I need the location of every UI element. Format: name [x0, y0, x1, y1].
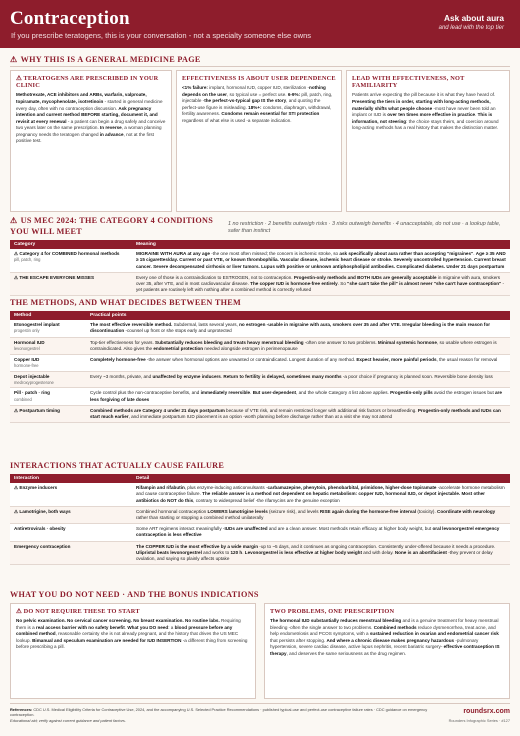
row-key — [10, 355, 86, 372]
mec-category-legend: 1 no restriction · 2 benefits outweigh risks · 3 risks outweigh benefits · 4 unacceptable, do not use · a lookup table, safer than instinct — [228, 221, 501, 235]
row-detail: Top-tier effectiveness for years. Substantially reduces bleeding and treats heavy menstrual bleeding -often one answer to two problems. Minimal systemic hormone, so usable where estrogen is contraindicated. Also gives the endometrial protection needed alongside estrogen in perimenopause — [86, 337, 510, 354]
card-title-text: DO NOT REQUIRE THESE TO START — [23, 608, 140, 615]
table-row — [10, 249, 510, 272]
column-header: Method — [10, 311, 86, 320]
row-detail: Completely hormone-free -the answer when hormonal options are unwanted or contraindicated. Longest duration of any method. Expect heavier, more painful periods, the usual reason for removal — [86, 355, 510, 372]
row-key-sub: medroxyprogesterone — [14, 379, 54, 385]
card-body: Patients arrive expecting the pill because it is what they have heard of. Presenting the tiers in order, starting with long-acting methods, materially shifts what people choose -most have never been told an implant or IUD is over ten times more effective in practice. This is information, not steering: the choice stays theirs, and coercion around long-acting methods has a real history that makes the distinction matter. — [352, 92, 499, 131]
series-label: Rounders Infographic Series · #127 — [448, 717, 510, 723]
row-detail: Every ~3 months, private, and unaffected by enzyme inducers. Return to fertility is delayed, sometimes many months -a poor choice if pregnancy is planned soon. Reversible bone density loss — [86, 371, 510, 388]
column-header: Interaction — [10, 474, 132, 483]
row-key-text: Antiretrovirals · obesity — [14, 526, 66, 532]
card-lead-effectiveness — [346, 70, 510, 212]
section-heading-interactions: INTERACTIONS THAT ACTUALLY CAUSE FAILURE — [10, 461, 225, 470]
row-detail: Some ART regimens interact meaningfully -IUDs are unaffected and are a clean answer. Most methods retain efficacy at higher body weight, but oral levonorgestrel emergency contraception is less effective — [132, 524, 510, 541]
references-label: References: — [10, 707, 33, 712]
table-row — [10, 524, 510, 541]
table-row — [10, 506, 510, 523]
row-key-text: Depot injectable — [14, 373, 50, 379]
row-key-text: Emergency contraception — [14, 543, 71, 549]
warning-icon: ⚠ — [14, 251, 20, 257]
table-row — [10, 272, 510, 296]
warning-icon: ⚠ — [10, 55, 18, 64]
row-detail: Combined methods are Category 4 under 21 days postpartum because of VTE risk, and remain restricted longer with additional risk factors or breastfeeding. Progestin-only methods and IUDs can start much earlier, and immediate postpartum IUD placement is an option -worth planning before discharge rather than at a visit she may not attend — [86, 405, 510, 422]
row-key-sub: pill, patch, ring — [14, 257, 41, 263]
column-header: Detail — [132, 474, 510, 483]
row-key-text: Postpartum timing — [19, 407, 60, 413]
row-key — [10, 541, 132, 565]
card-body: No pelvic examination. No cervical cancer screening. No breast examination. No routine labs. Requiring them is a real access barrier with no safety benefit. What you DO need: a blood pressure before any combined method, reasonable certainty she is not already pregnant, and the history that drives the US MEC lookup. Bimanual and speculum examination are needed for IUD INSERTION -a different thing from screening before prescribing a pill. — [16, 618, 248, 650]
row-key-text: Hormonal IUD — [14, 339, 45, 345]
divider — [10, 66, 510, 67]
row-key-sub: combined — [14, 396, 32, 402]
card-title — [16, 75, 166, 89]
row-detail: Cycle control plus the non-contraceptive benefits, and immediately reversible. But user-dependent, and the whole Category 4 list above applies. Progestin-only pills avoid the estrogen issues but are less forgiving of late doses — [86, 388, 510, 405]
row-key-text: Copper IUD — [14, 357, 40, 363]
row-key — [10, 388, 86, 405]
warning-icon: ⚠ — [14, 407, 20, 413]
mec-table — [10, 240, 510, 296]
warning-icon: ⚠ — [16, 75, 24, 82]
card-title-text: TERATOGENS ARE PRESCRIBED IN YOUR CLINIC — [16, 75, 159, 90]
row-key-text: THE ESCAPE EVERYONE MISSES — [19, 274, 95, 280]
row-key — [10, 272, 132, 296]
row-detail: The COPPER IUD is the most effective by a wide margin -up to ~5 days, and it continues as ongoing contraception. Consistently under-offered because it needs a procedure. Ulipristal beats levonorgestrel and works to 120 h. Levonorgestrel is less effective at higher body weight and with delay. None is an abortifacient -they prevent or delay ovulation, and saying so plainly affects uptake — [132, 541, 510, 565]
card-two-problems — [264, 603, 510, 699]
table-row — [10, 483, 510, 506]
section-heading-methods: THE METHODS, AND WHAT DECIDES BETWEEN THEM — [10, 298, 242, 307]
aura-callout — [439, 13, 504, 32]
aura-callout-subtitle: and lead with the top tier — [438, 24, 504, 31]
row-key-text: Category 4 for COMBINED hormonal methods — [19, 251, 120, 257]
warning-icon: ⚠ — [14, 508, 20, 514]
page-title: Contraception — [10, 8, 130, 29]
row-key-sub: progestin only — [14, 328, 40, 334]
table-row — [10, 337, 510, 354]
table-row — [10, 371, 510, 388]
card-body: The hormonal IUD substantially reduces menstrual bleeding and is a genuine treatment for heavy menstrual bleeding -often the single answer to two problems. Combined methods reduce dysmenorrhea, treat acne, and help endometriosis and PCOS symptoms, with a sustained reduction in ovarian and endometrial cancer risk that persists after stopping. And where a chronic disease makes pregnancy hazardous -pulmonary hypertension, severe cardiac disease, active lupus nephritis, recent bariatric surgery- effective contraception IS therapy, and deserves the same seriousness as the drug regimen. — [270, 618, 500, 656]
references — [10, 707, 430, 723]
section-heading-text: WHY THIS IS A GENERAL MEDICINE PAGE — [20, 55, 201, 64]
row-key — [10, 506, 132, 523]
row-key-text: Lamotrigine, both ways — [19, 508, 71, 514]
row-detail: Every one of those is a contraindication to ESTROGEN, not to contraception. Progestin-only methods and BOTH IUDs are generally acceptable in migraine with aura, smokers over 35, after VTE, and in most cardiovascular disease. The copper IUD is hormone-free entirely. So "she can't take the pill" is almost never "she can't have contraception" -yet patients are routinely left with nothing after a combined method is correctly refused — [132, 272, 510, 296]
column-header: Meaning — [132, 240, 510, 249]
warning-icon: ⚠ — [14, 274, 20, 280]
warning-icon: ⚠ — [16, 608, 24, 615]
card-do-not-require — [10, 603, 256, 699]
card-title — [16, 608, 250, 615]
row-key-text: Pill · patch · ring — [14, 390, 50, 396]
section-heading-text: US MEC 2024: THE CATEGORY 4 CONDITIONS YOU WILL MEET — [10, 216, 214, 236]
card-title: LEAD WITH EFFECTIVENESS, NOT FAMILIARITY — [352, 75, 465, 90]
row-detail: The most effective reversible method. Subdermal, lasts several years, no estrogen -usable in migraine with aura, smokers over 35 and after VTE. Irregular bleeding is the main reason for discontinuation -counsel up front or she stops early and unprotected — [86, 320, 510, 337]
brand-url[interactable]: roundsrx.com — [463, 708, 510, 715]
page-subtitle: If you prescribe teratogens, this is your conversation - not a specialty someone else owns — [11, 31, 312, 40]
table-row — [10, 541, 510, 565]
row-key — [10, 405, 86, 422]
card-title: EFFECTIVENESS IS ABOUT USER DEPENDENCE — [182, 75, 336, 82]
row-key — [10, 320, 86, 337]
table-row — [10, 405, 510, 422]
column-header: Category — [10, 240, 132, 249]
row-key-sub: levonorgestrel — [14, 345, 40, 351]
brand-block — [449, 708, 510, 723]
row-key-text: Enzyme inducers — [19, 485, 58, 491]
interactions-table — [10, 474, 510, 565]
section-heading-why — [10, 55, 201, 66]
card-body: Methotrexate, ACE inhibitors and ARBs, warfarin, valproate, topiramate, mycophenolate, isotretinoin - started in general medicine every day, often with no contraception discussion. Ask pregnancy intention and current method BEFORE starting, document it, and revisit at every renewal - a patient can begin a drug safely and conceive two years later on the same prescription. In reverse, a woman planning pregnancy needs the teratogen changed in advance, not at the first positive test. — [16, 92, 166, 144]
aura-callout-title: Ask about aura — [444, 13, 504, 23]
row-detail: MIGRAINE WITH AURA at any age -the one most often missed; the concern is ischemic stroke, so ask specifically about aura rather than accepting "migraines". Age ≥ 35 AND ≥ 15 cigarettes/day. Current or past VTE, or known thrombophilia. Vascular disease, ischemic heart disease or stroke. Severely uncontrolled hypertension. Current breast cancer. Severe decompensated cirrhosis or liver tumors. Lupus with positive or unknown antiphospholipid antibodies. Complicated diabetes. Under 21 days postpartum — [132, 249, 510, 272]
card-effectiveness — [176, 70, 342, 212]
table-row — [10, 388, 510, 405]
card-title: TWO PROBLEMS, ONE PRESCRIPTION — [270, 608, 395, 615]
disclaimer: Educational aid; verify against current guidance and patient factors. — [10, 717, 126, 723]
row-detail: Rifampin and rifabutin, plus enzyme-inducing anticonvulsants -carbamazepine, phenytoin, phenobarbital, primidone, higher-dose topiramate -accelerate hormone metabolism and cause contraceptive failure. The reliable answer is a method not dependent on hepatic metabolism: copper IUD, hormonal IUD, or depot injectable. Most other antibiotics do NOT do this, contrary to widespread belief -the rifamycins are the genuine exception — [132, 483, 510, 506]
row-key — [10, 483, 132, 506]
row-key — [10, 337, 86, 354]
references-text: CDC U.S. Medical Eligibility Criteria for Contraceptive Use, 2024, and the accompanying U.S. Selected Practice Recommendations · published typical-use and perfect-use contraceptive failure rates · CDC guidance on emergency contraception. — [10, 707, 428, 718]
row-key-text: Etonogestrel implant — [14, 322, 60, 328]
column-header: Practical points — [86, 311, 510, 320]
table-row — [10, 320, 510, 337]
card-body: <1% failure: implant, hormonal IUD, copper IUD, sterilization -nothing depends on the user, so typical use = perfect use. 6-9%: pill, patch, ring, injectable -the perfect-vs-typical gap IS the story, and quoting the perfect-use figure is misleading. 18%+: condoms, diaphragm, withdrawal, fertility awareness. Condoms remain essential for STI protection regardless of what else is used -a separate indication. — [182, 85, 333, 123]
divider — [10, 703, 510, 704]
section-heading-mec — [10, 216, 220, 237]
section-heading-bonus: WHAT YOU DO NOT NEED · AND THE BONUS INDICATIONS — [10, 590, 259, 599]
row-key — [10, 524, 132, 541]
header-banner — [0, 0, 520, 48]
card-teratogens — [10, 70, 172, 212]
row-key-sub: hormone-free — [14, 363, 39, 369]
row-detail: Combined hormonal contraception LOWERS lamotrigine levels (seizure risk), and levels RISE again during the hormone-free interval (toxicity). Coordinate with neurology rather than starting or stopping a combined method unilaterally — [132, 506, 510, 523]
warning-icon: ⚠ — [14, 485, 20, 491]
warning-icon: ⚠ — [10, 216, 18, 225]
methods-table — [10, 311, 510, 423]
row-key — [10, 371, 86, 388]
row-key — [10, 249, 132, 272]
table-row — [10, 355, 510, 372]
